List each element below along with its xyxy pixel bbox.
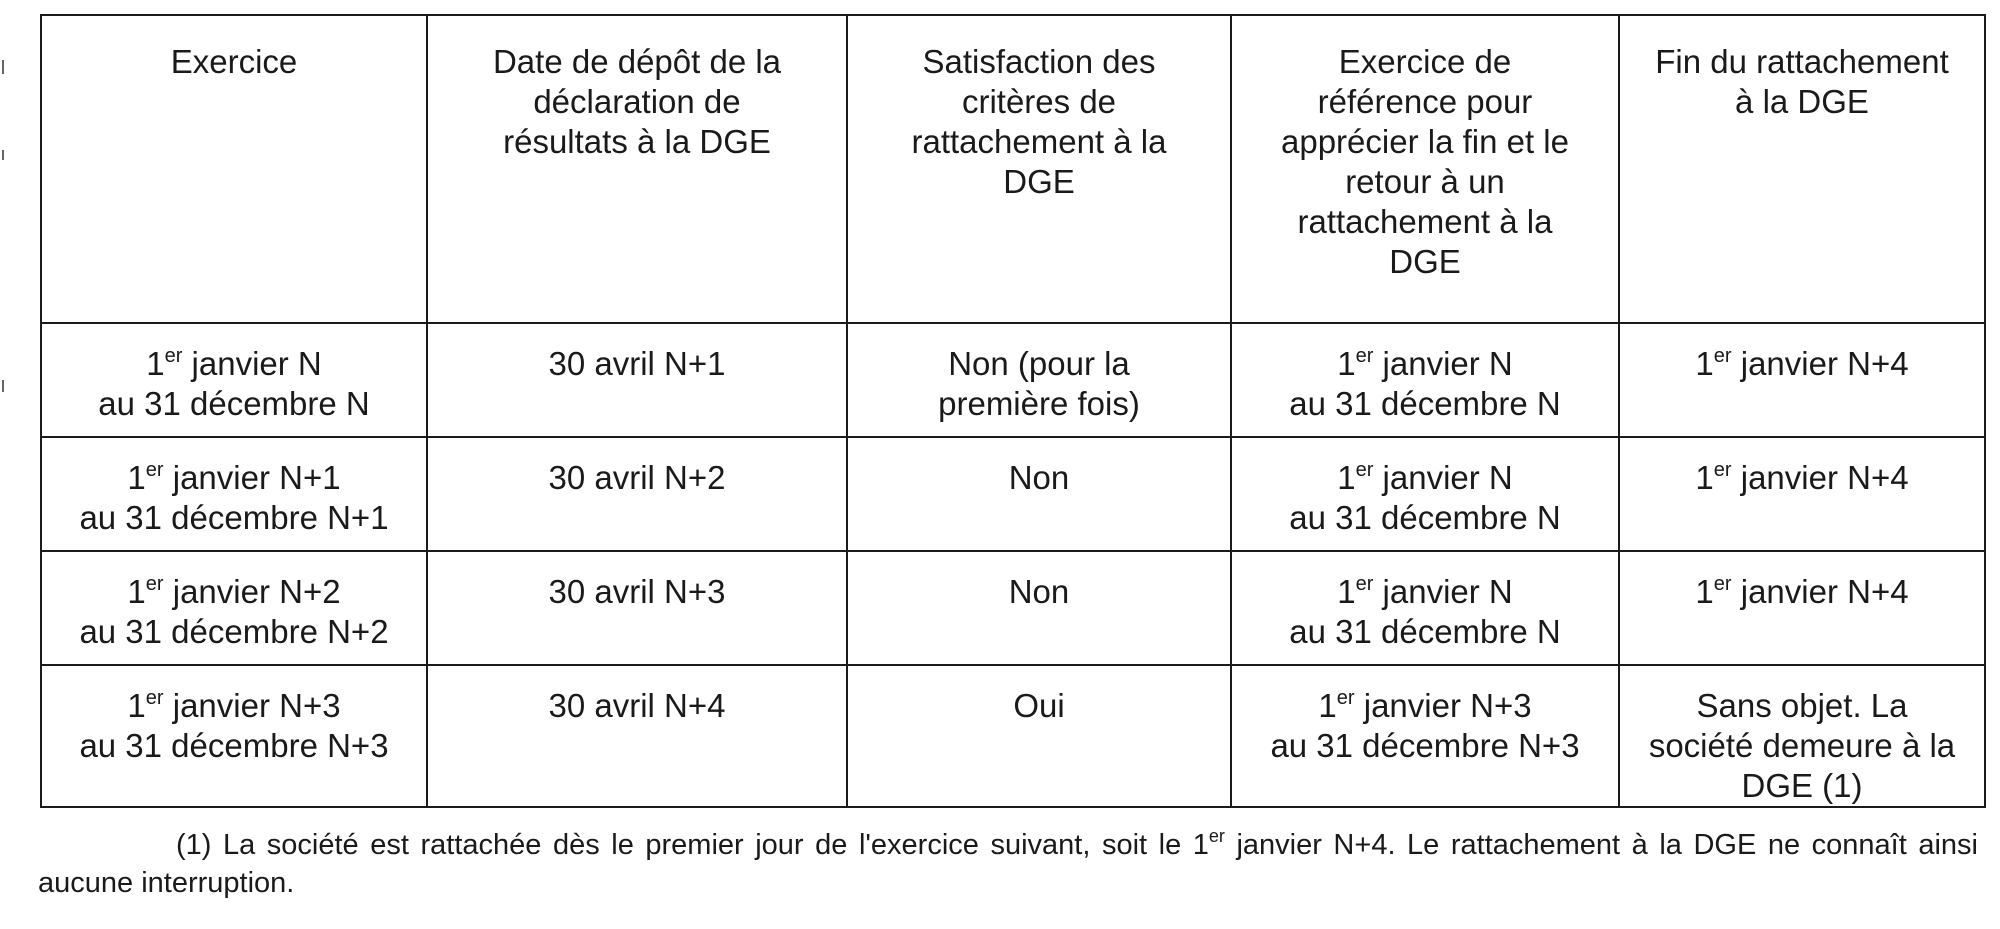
header-fin-rattachement: Fin du rattachement à la DGE [1619, 15, 1985, 323]
cell-exercice: 1er janvier N+1 au 31 décembre N+1 [41, 437, 427, 551]
table-row [41, 437, 1985, 551]
table-row [41, 665, 1985, 807]
header-exercice-reference: Exercice de référence pour apprécier la fin et le retour à un rattachement à la DGE [1231, 15, 1619, 323]
cell-date-depot: 30 avril N+2 [427, 437, 847, 551]
table-row [41, 323, 1985, 437]
cell-exercice-reference: 1er janvier N au 31 décembre N [1231, 551, 1619, 665]
cell-date-depot: 30 avril N+1 [427, 323, 847, 437]
cell-exercice-reference: 1er janvier N au 31 décembre N [1231, 323, 1619, 437]
cell-satisfaction: Non (pour la première fois) [847, 323, 1231, 437]
cell-fin-rattachement: 1er janvier N+4 [1619, 551, 1985, 665]
footnote: (1) La société est rattachée dès le premier jour de l'exercice suivant, soit le 1er janvier N+4. Le rattachement à la DGE ne connaît ainsi aucune interruption. [38, 826, 1978, 899]
cell-exercice: 1er janvier N au 31 décembre N [41, 323, 427, 437]
header-date-depot: Date de dépôt de la déclaration de résultats à la DGE [427, 15, 847, 323]
header-satisfaction: Satisfaction des critères de rattachement à la DGE [847, 15, 1231, 323]
table-row [41, 551, 1985, 665]
cell-exercice: 1er janvier N+2 au 31 décembre N+2 [41, 551, 427, 665]
cell-satisfaction: Non [847, 437, 1231, 551]
cell-exercice-reference: 1er janvier N+3 au 31 décembre N+3 [1231, 665, 1619, 807]
scan-mark [2, 380, 4, 392]
cell-date-depot: 30 avril N+4 [427, 665, 847, 807]
cell-exercice: 1er janvier N+3 au 31 décembre N+3 [41, 665, 427, 807]
cell-fin-rattachement: 1er janvier N+4 [1619, 323, 1985, 437]
cell-satisfaction: Oui [847, 665, 1231, 807]
header-exercice: Exercice [41, 15, 427, 323]
cell-date-depot: 30 avril N+3 [427, 551, 847, 665]
cell-fin-rattachement: 1er janvier N+4 [1619, 437, 1985, 551]
scan-mark [2, 60, 4, 74]
cell-satisfaction: Non [847, 551, 1231, 665]
dge-attachment-table [40, 14, 1986, 808]
cell-exercice-reference: 1er janvier N au 31 décembre N [1231, 437, 1619, 551]
scan-mark [2, 150, 4, 160]
cell-fin-rattachement: Sans objet. La société demeure à la DGE (1) [1619, 665, 1985, 807]
table-header-row [41, 15, 1985, 323]
